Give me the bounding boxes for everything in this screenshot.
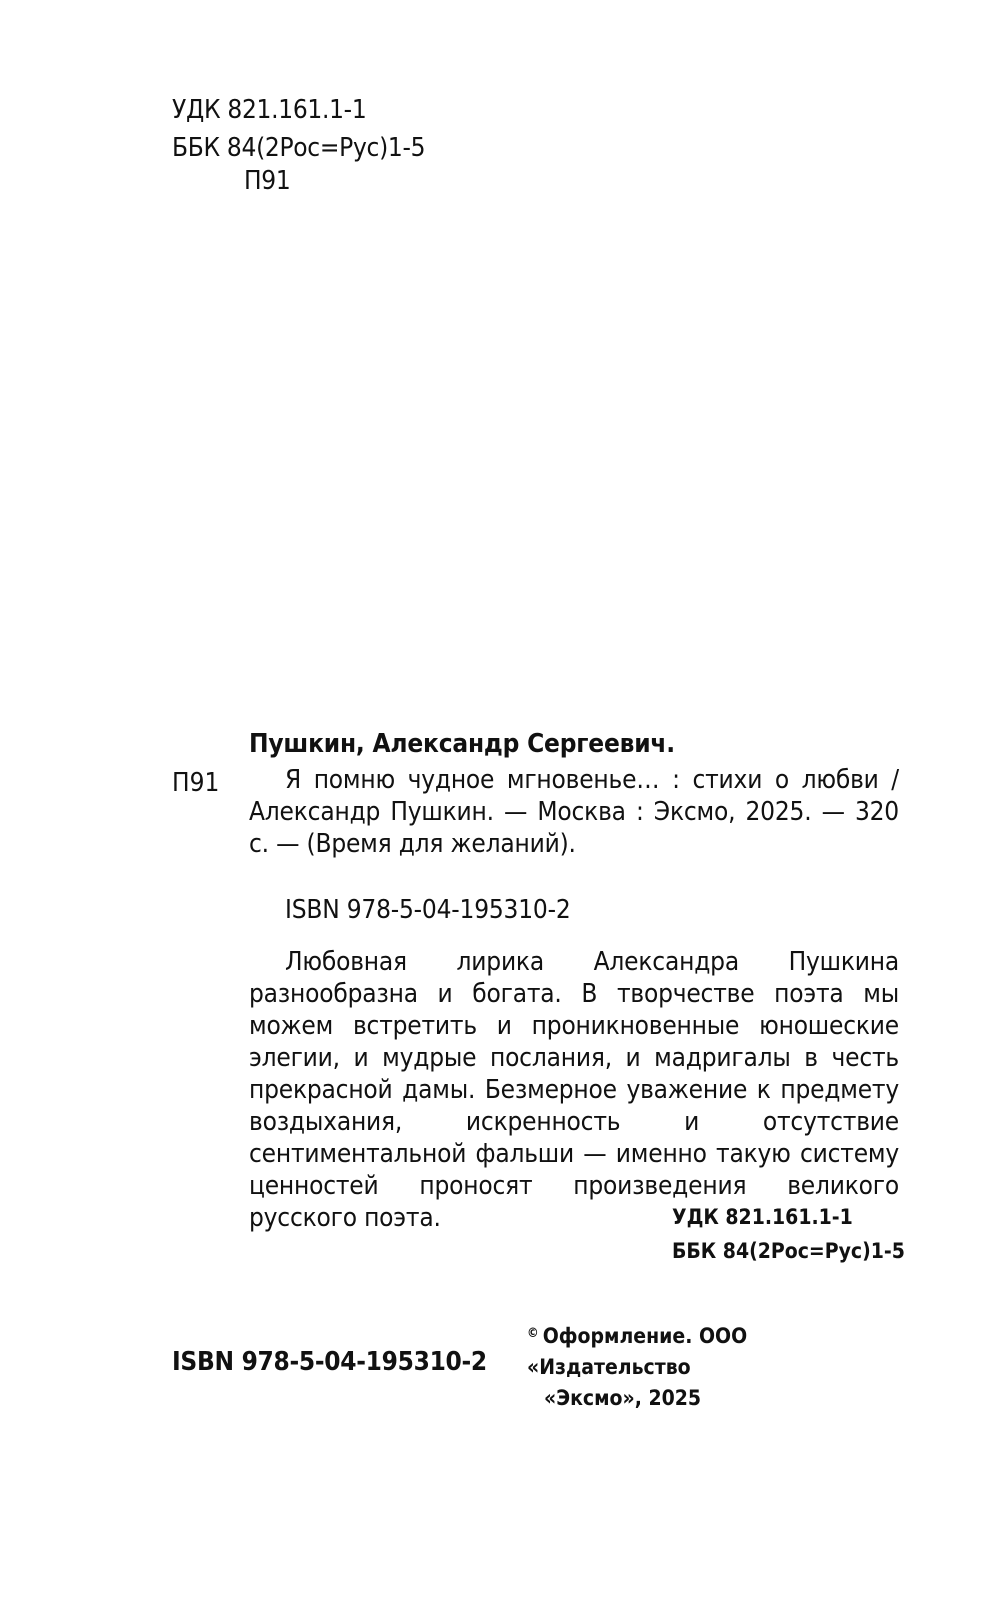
copyright-block bbox=[527, 1318, 907, 1414]
copyright-line-1: Оформление. ООО «Издательство bbox=[527, 1324, 748, 1379]
annotation-paragraph: Любовная лирика Александра Пушкина разнообразна и богата. В творчестве поэта мы можем встретить и проникновенные юношеские элегии, и мудрые послания, и мадригалы в честь прекрасной дамы. Безмерное уважение к предмету воздыхания, искренность и отсутствие сентиментальной фальши — именно такую систему ценностей проносят произведения великого русского поэта. bbox=[249, 947, 899, 1233]
copyright-line-2: «Эксмо», 2025 bbox=[544, 1386, 702, 1410]
isbn-bottom: ISBN 978-5-04-195310-2 bbox=[172, 1347, 487, 1377]
author-mark-top: П91 bbox=[244, 166, 291, 196]
bibliographic-description: Я помню чудное мгновенье… : стихи о любви / Александр Пушкин. — Москва : Эксмо, 2025. — 320 с. — (Время для желаний). bbox=[249, 765, 899, 859]
udk-code-top: УДК 821.161.1-1 bbox=[172, 95, 367, 125]
bbk-code-top: ББК 84(2Рос=Рус)1-5 bbox=[172, 133, 426, 163]
author-heading: Пушкин, Александр Сергеевич. bbox=[249, 729, 675, 759]
author-mark: П91 bbox=[172, 768, 220, 798]
bbk-code-bottom: ББК 84(2Рос=Рус)1-5 bbox=[672, 1239, 905, 1263]
udk-code-bottom: УДК 821.161.1-1 bbox=[672, 1205, 853, 1229]
copyright-sign: © bbox=[527, 1326, 539, 1341]
isbn-line: ISBN 978-5-04-195310-2 bbox=[285, 895, 571, 925]
